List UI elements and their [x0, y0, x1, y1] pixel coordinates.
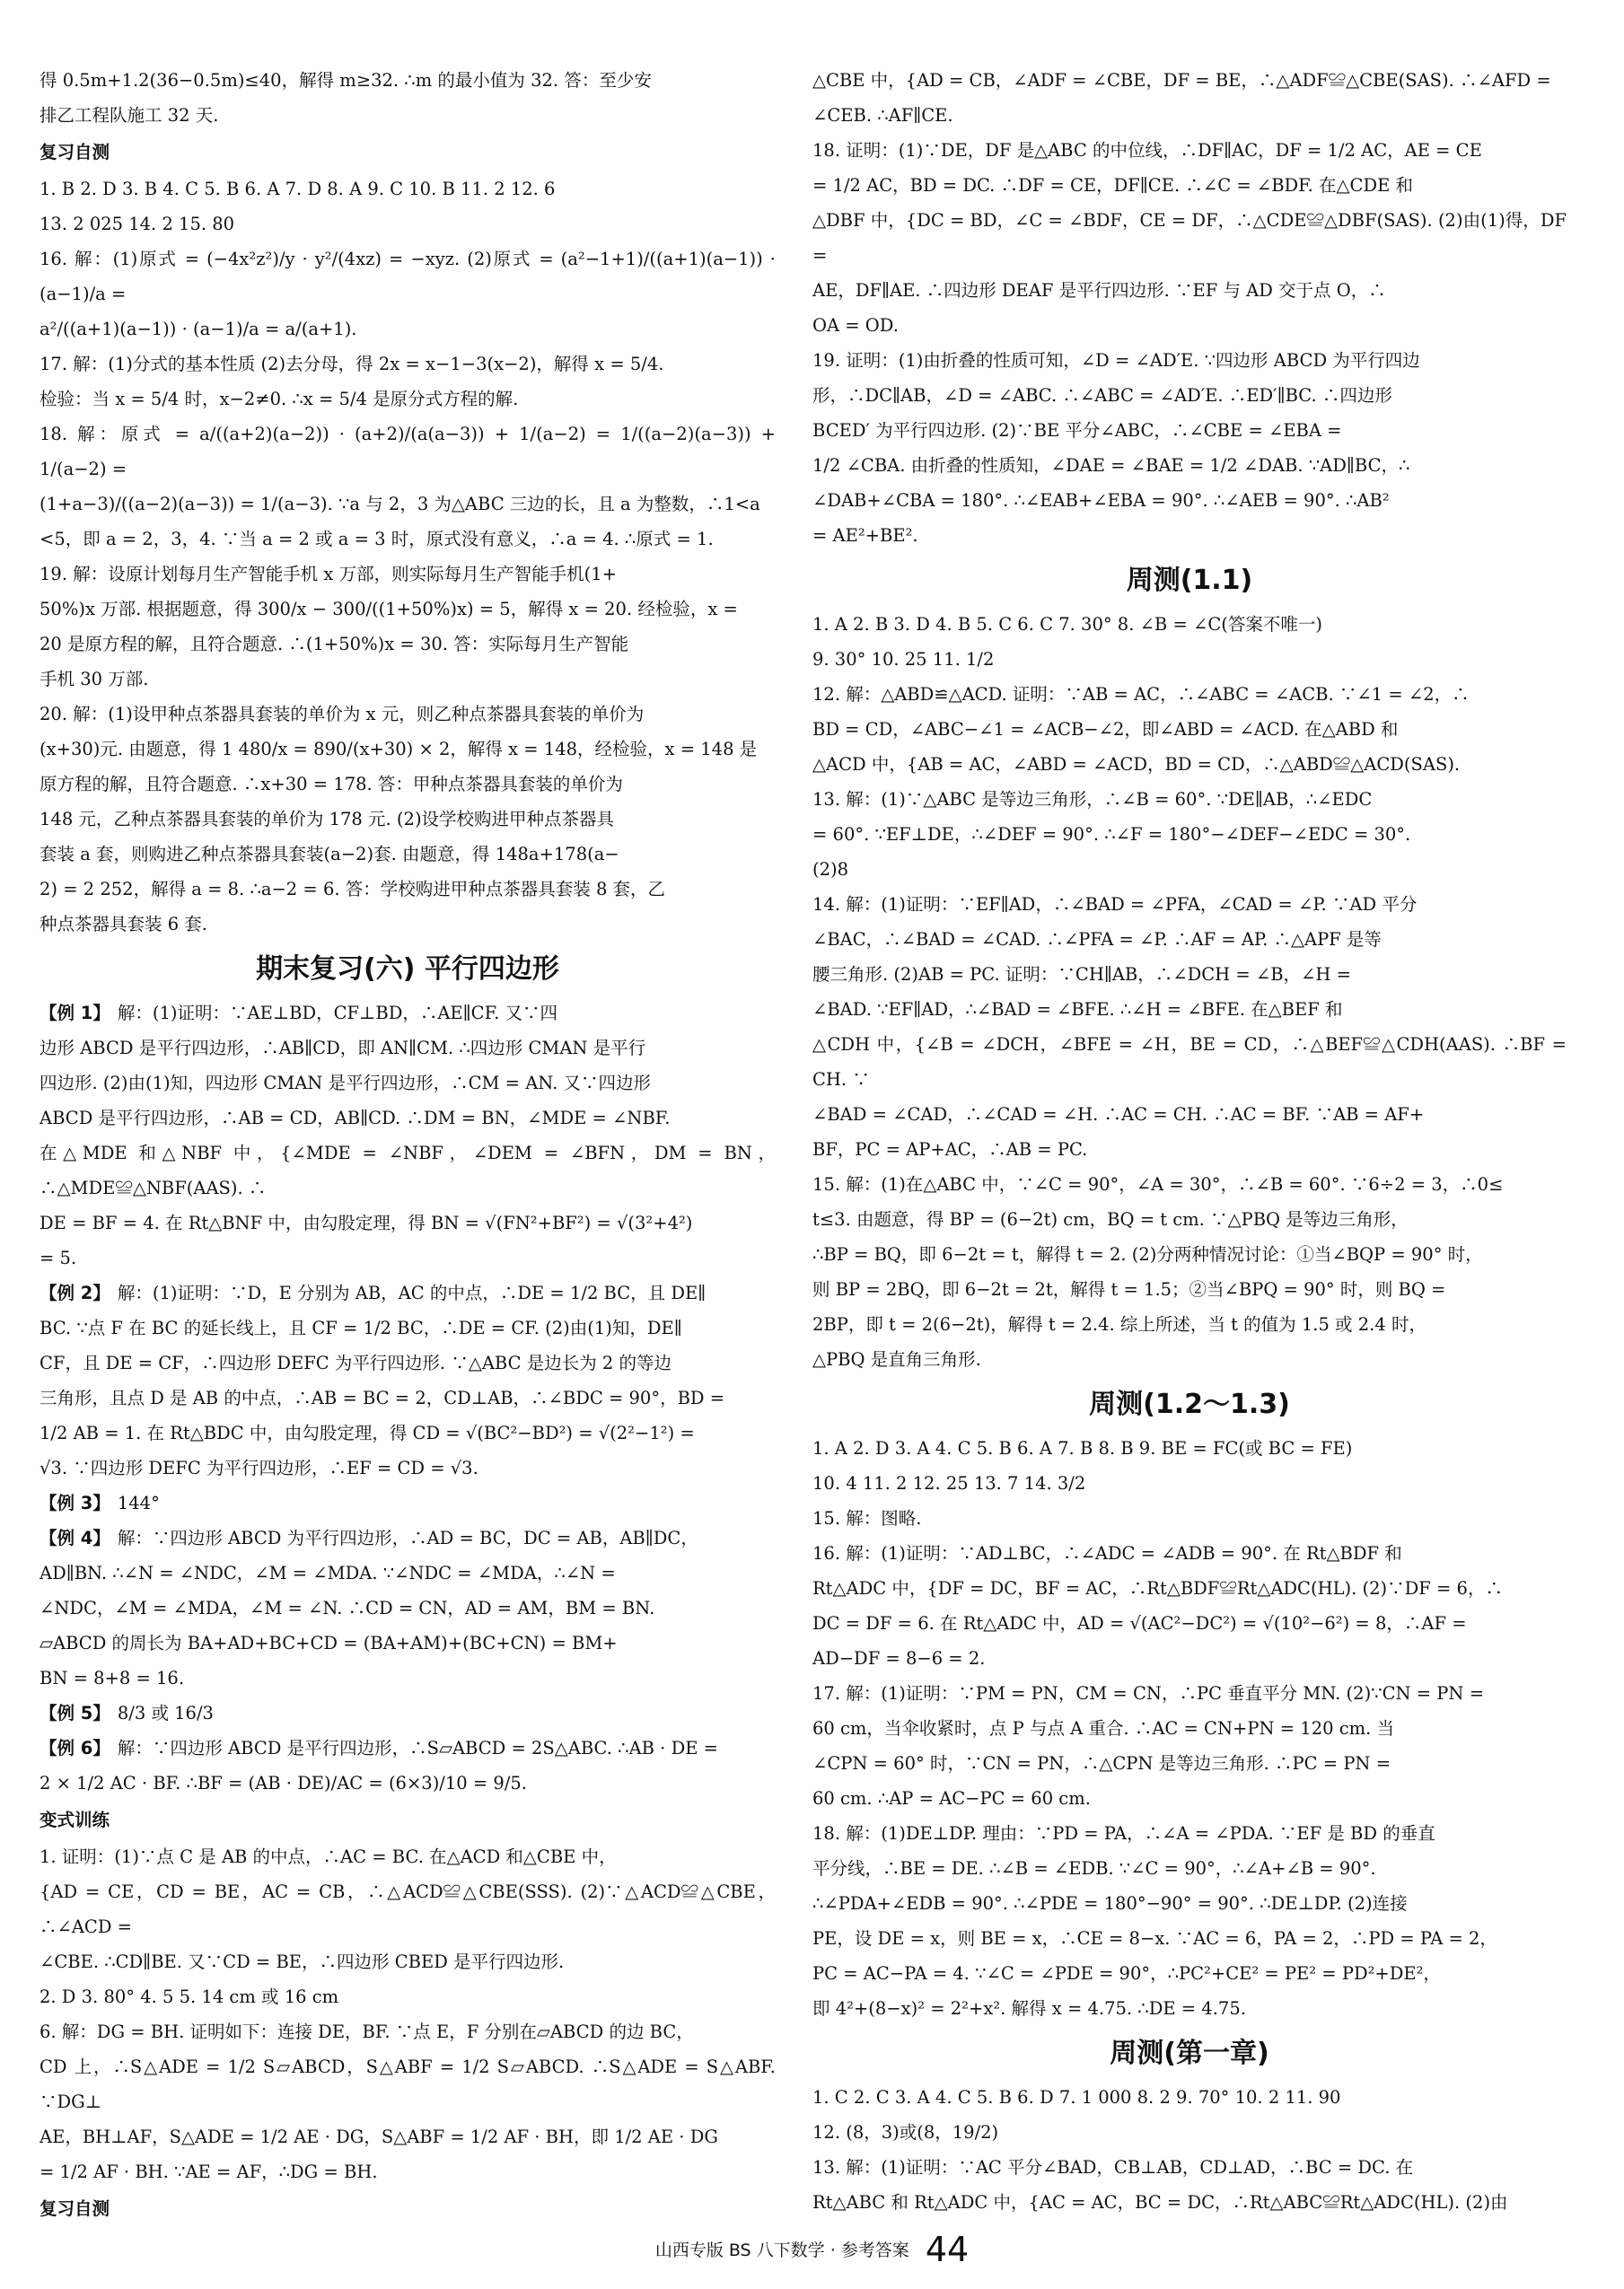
solution-line: <5，即 a = 2，3，4. ∵当 a = 2 或 a = 3 时，原式没有意义，∴a = 4. ∴原式 = 1. [40, 529, 714, 549]
text-line: ∠DAB+∠CBA = 180°. ∴∠EAB+∠EBA = 90°. ∴∠AEB = 90°. ∴AB² [812, 490, 1390, 511]
variant-block [40, 1839, 776, 2189]
example-label: 【例 4】 [40, 1528, 110, 1548]
text-line: AE，BH⊥AF，S△ADE = 1/2 AE · DG，S△ABF = 1/2 AF · BH，即 1/2 AE · DG [40, 2127, 718, 2147]
text-line: 13. 解：(1)证明：∵AC 平分∠BAD，CB⊥AB，CD⊥AD，∴BC = DC. 在 [812, 2157, 1414, 2178]
solution-line: 套装 a 套，则购进乙种点茶器具套装(a−2)套. 由题意，得 148a+178(a− [40, 844, 619, 864]
text-line: = 1/2 AF · BH. ∵AE = AF，∴DG = BH. [40, 2162, 378, 2182]
text-line: Rt△ABC 和 Rt△ADC 中，{AC = AC，BC = DC，∴Rt△ABC≌Rt△ADC(HL). (2)由 [812, 2192, 1508, 2213]
example-line: 2 × 1/2 AC · BF. ∴BF = (AB · DE)/AC = (6×3)/10 = 9/5. [40, 1773, 528, 1793]
text-line: 18. 证明：(1)∵DE，DF 是△ABC 的中位线，∴DF∥AC，DF = 1/2 AC，AE = CE [812, 140, 1482, 161]
example-label: 【例 1】 [40, 1003, 110, 1023]
text-line: = AE²+BE². [812, 525, 918, 546]
answer-line: 13. 2 025 14. 2 15. 80 [40, 214, 235, 234]
example-line: AD∥BN. ∴∠N = ∠NDC，∠M = ∠MDA. ∵∠NDC = ∠MDA，∴∠N = [40, 1563, 616, 1583]
example-line [40, 995, 776, 1030]
text-line: OA = OD. [812, 315, 899, 336]
text-line: 排乙工程队施工 32 天. [40, 105, 219, 126]
solution-line: 原方程的解，且符合题意. ∴x+30 = 178. 答：甲种点茶器具套装的单价为 [40, 774, 623, 794]
examples-block [40, 995, 776, 1801]
text-line: 12. (8，3)或(8，19/2) [812, 2122, 999, 2143]
solution-line: 检验：当 x = 5/4 时，x−2≠0. ∴x = 5/4 是原分式方程的解. [40, 389, 519, 409]
text-line: 12. 解：△ABD≌△ACD. 证明：∵AB = AC，∴∠ABC = ∠ACB. ∵∠1 = ∠2，∴ [812, 684, 1470, 705]
example-line: CF，且 DE = CF，∴四边形 DEFC 为平行四边形. ∵△ABC 是边长为 2 的等边 [40, 1353, 672, 1373]
text-line: CD 上，∴S△ADE = 1/2 S▱ABCD，S△ABF = 1/2 S▱ABCD. ∴S△ADE = S△ABF. ∵DG⊥ [40, 2057, 776, 2112]
solution-line: (x+30)元. 由题意，得 1 480/x = 890/(x+30) × 2，解得 x = 148，经检验，x = 148 是 [40, 739, 758, 759]
chapter-title: 期末复习(六) 平行四边形 [256, 953, 559, 985]
example-line [40, 1731, 776, 1766]
weekly-test-3-block [812, 2080, 1567, 2217]
text-line: {AD = CE，CD = BE，AC = CB，∴△ACD≌△CBE(SSS). (2)∵△ACD≌△CBE，∴∠ACD = [40, 1881, 776, 1937]
text-line: 1. C 2. C 3. A 4. C 5. B 6. D 7. 1 000 8. 2 9. 70° 10. 2 11. 90 [812, 2087, 1341, 2108]
example-line: 四边形. (2)由(1)知，四边形 CMAN 是平行四边形，∴CM = AN. 又∵四边形 [40, 1073, 651, 1093]
text-line: BCED′ 为平行四边形. (2)∵BE 平分∠ABC，∴∠CBE = ∠EBA = [812, 420, 1342, 441]
example-line: BC. ∵点 F 在 BC 的延长线上，且 CF = 1/2 BC，∴DE = CF. (2)由(1)知，DE∥ [40, 1318, 682, 1338]
solution-line: (1+a−3)/((a−2)(a−3)) = 1/(a−3). ∵a 与 2，3 为△ABC 三边的长，且 a 为整数，∴1<a [40, 494, 760, 514]
weekly-test-1-title: 周测(1.1) [1126, 565, 1253, 596]
example-label: 【例 3】 [40, 1493, 110, 1513]
text-line: PC = AC−PA = 4. ∵∠C = ∠PDE = 90°，∴PC²+CE² = PE² = PD²+DE²， [812, 1963, 1441, 1984]
example-line: √3. ∵四边形 DEFC 为平行四边形，∴EF = CD = √3. [40, 1458, 478, 1478]
text-line: 13. 解：(1)∵△ABC 是等边三角形，∴∠B = 60°. ∵DE∥AB，∴∠EDC [812, 789, 1373, 810]
text-line: 2. D 3. 80° 4. 5 5. 14 cm 或 16 cm [40, 1986, 339, 2007]
review-heading-2: 复习自测 [40, 2198, 110, 2217]
text-line: ∠CEB. ∴AF∥CE. [812, 105, 953, 126]
text-line: 2BP，即 t = 2(6−2t)，解得 t = 2.4. 综上所述，当 t 的值为 1.5 或 2.4 时， [812, 1314, 1426, 1335]
example-text: 解：(1)证明：∵D，E 分别为 AB，AC 的中点，∴DE = 1/2 BC，且 DE∥ [117, 1283, 707, 1303]
text-line: 平分线，∴BE = DE. ∴∠B = ∠EDB. ∵∠C = 90°，∴∠A+∠B = 90°. [812, 1858, 1376, 1879]
solution-line: 148 元，乙种点茶器具套装的单价为 178 元. (2)设学校购进甲种点茶器具 [40, 809, 615, 829]
example-line: ▱ABCD 的周长为 BA+AD+BC+CD = (BA+AM)+(BC+CN) = BM+ [40, 1633, 618, 1653]
weekly-test-2-block [812, 1431, 1567, 2026]
solution-line: 18. 解：原式 = a/((a+2)(a−2)) · (a+2)/(a(a−3)) + 1/(a−2) = 1/((a−2)(a−3)) + 1/(a−2) = [40, 424, 776, 479]
text-line: = 1/2 AC，BD = DC. ∴DF = CE，DF∥CE. ∴∠C = ∠BDF. 在△CDE 和 [812, 175, 1414, 196]
text-line: △PBQ 是直角三角形. [812, 1349, 981, 1370]
solution-line: 20. 解：(1)设甲种点茶器具套装的单价为 x 元，则乙种点茶器具套装的单价为 [40, 704, 645, 724]
example-line: ABCD 是平行四边形，∴AB = CD，AB∥CD. ∴DM = BN，∠MDE = ∠NBF. [40, 1108, 671, 1128]
text-line: ∴∠PDA+∠EDB = 90°. ∴∠PDE = 180°−90° = 90°. ∴DE⊥DP. (2)连接 [812, 1893, 1408, 1914]
text-line: 即 4²+(8−x)² = 2²+x². 解得 x = 4.75. ∴DE = 4.75. [812, 1998, 1246, 2019]
text-line: 10. 4 11. 2 12. 25 13. 7 14. 3/2 [812, 1473, 1086, 1494]
text-line: ∠CBE. ∴CD∥BE. 又∵CD = BE，∴四边形 CBED 是平行四边形. [40, 1951, 565, 1972]
weekly-test-1-block [812, 607, 1567, 1377]
text-line: = 60°. ∵EF⊥DE，∴∠DEF = 90°. ∴∠F = 180°−∠DEF−∠EDC = 30°. [812, 824, 1411, 845]
solution-line: 种点茶器具套装 6 套. [40, 914, 208, 934]
text-line: ∠BAD = ∠CAD，∴∠CAD = ∠H. ∴AC = CH. ∴AC = BF. ∵AB = AF+ [812, 1104, 1425, 1125]
text-line: BD = CD，∠ABC−∠1 = ∠ACB−∠2，即∠ABD = ∠ACD. 在△ABD 和 [812, 719, 1399, 740]
answer-line: 1. B 2. D 3. B 4. C 5. B 6. A 7. D 8. A 9. C 10. B 11. 2 12. 6 [40, 179, 556, 199]
weekly-test-2-title: 周测(1.2～1.3) [1089, 1389, 1290, 1420]
text-line: 60 cm. ∴AP = AC−PC = 60 cm. [812, 1788, 1091, 1809]
example-text: 144° [117, 1493, 160, 1513]
example-text: 解：∵四边形 ABCD 是平行四边形，∴S▱ABCD = 2S△ABC. ∴AB · DE = [117, 1738, 718, 1758]
example-line: ∠NDC，∠M = ∠MDA，∠M = ∠N. ∴CD = CN，AD = AM，BM = BN. [40, 1598, 655, 1618]
text-line: 1. A 2. D 3. A 4. C 5. B 6. A 7. B 8. B 9. BE = FC(或 BC = FE) [812, 1438, 1353, 1459]
right-column [812, 63, 1567, 2217]
example-line: 1/2 AB = 1. 在 Rt△BDC 中，由勾股定理，得 CD = √(BC²−BD²) = √(2²−1²) = [40, 1423, 695, 1443]
solution-line: 2) = 2 252，解得 a = 8. ∴a−2 = 6. 答：学校购进甲种点茶器具套装 8 套，乙 [40, 879, 666, 899]
text-line: 形，∴DC∥AB，∠D = ∠ABC. ∴∠ABC = ∠AD′E. ∴ED′∥BC. ∴四边形 [812, 385, 1392, 406]
left-column [40, 63, 776, 2217]
text-line: 16. 解：(1)证明：∵AD⊥BC，∴∠ADC = ∠ADB = 90°. 在 Rt△BDF 和 [812, 1543, 1402, 1564]
example-text: 8/3 或 16/3 [117, 1703, 214, 1723]
text-line: 15. 解：图略. [812, 1508, 922, 1529]
text-line: △CBE 中，{AD = CB，∠ADF = ∠CBE，DF = BE，∴△ADF≌△CBE(SAS). ∴∠AFD = [812, 70, 1551, 91]
solution-line: 50%)x 万部. 根据题意，得 300/x − 300/((1+50%)x) = 5，解得 x = 20. 经检验，x = [40, 599, 738, 619]
solution-line: a²/((a+1)(a−1)) · (a−1)/a = a/(a+1). [40, 319, 357, 339]
page-footer [0, 2230, 1624, 2269]
text-line: AE，DF∥AE. ∴四边形 DEAF 是平行四边形. ∵EF 与 AD 交于点 O，∴ [812, 280, 1386, 301]
example-line: 边形 ABCD 是平行四边形，∴AB∥CD，即 AN∥CM. ∴四边形 CMAN 是平行 [40, 1038, 646, 1058]
text-line: △DBF 中，{DC = BD，∠C = ∠BDF，CE = DF，∴△CDE≌△DBF(SAS). (2)由(1)得，DF = [812, 210, 1567, 266]
text-line: BF，PC = AP+AC，∴AB = PC. [812, 1139, 1088, 1160]
solution-line: 20 是原方程的解，且符合题意. ∴(1+50%)x = 30. 答：实际每月生产智能 [40, 634, 629, 654]
text-line: (2)8 [812, 859, 849, 880]
text-line: DC = DF = 6. 在 Rt△ADC 中，AD = √(AC²−DC²) = √(10²−6²) = 8，∴AF = [812, 1613, 1467, 1634]
solution-line: 手机 30 万部. [40, 669, 149, 689]
review-answers-1 [40, 171, 776, 241]
example-line [40, 1486, 776, 1521]
text-line: 1/2 ∠CBA. 由折叠的性质知，∠DAE = ∠BAE = 1/2 ∠DAB. ∵AD∥BC，∴ [812, 455, 1410, 476]
text-line: 60 cm，当伞收紧时，点 P 与点 A 重合. ∴AC = CN+PN = 120 cm. 当 [812, 1718, 1395, 1739]
example-line: 三角形，且点 D 是 AB 的中点，∴AB = BC = 2，CD⊥AB，∴∠BDC = 90°，BD = [40, 1388, 725, 1408]
text-line: t≤3. 由题意，得 BP = (6−2t) cm，BQ = t cm. ∵△PBQ 是等边三角形， [812, 1209, 1409, 1230]
example-label: 【例 2】 [40, 1283, 110, 1303]
text-line: △ACD 中，{AB = AC，∠ABD = ∠ACD，BD = CD，∴△ABD≌△ACD(SAS). [812, 754, 1461, 775]
solution-line: 19. 解：设原计划每月生产智能手机 x 万部，则实际每月生产智能手机(1+ [40, 564, 617, 584]
continuation-block [812, 63, 1567, 553]
example-line: DE = BF = 4. 在 Rt△BNF 中，由勾股定理，得 BN = √(FN²+BF²) = √(3²+4²) [40, 1213, 693, 1233]
footer-text: 山西专版 BS 八下数学 · 参考答案 [654, 2241, 909, 2260]
text-line: PE，设 DE = x，则 BE = x，∴CE = 8−x. ∵AC = 6，PA = 2，∴PD = PA = 2， [812, 1928, 1497, 1949]
weekly-test-3-title: 周测(第一章) [1110, 2038, 1269, 2069]
example-line: 在△MDE 和△NBF 中，{∠MDE = ∠NBF，∠DEM = ∠BFN，DM = BN，∴△MDE≌△NBF(AAS). ∴ [40, 1143, 776, 1198]
text-line: 9. 30° 10. 25 11. 1/2 [812, 649, 995, 670]
text-line: 腰三角形. (2)AB = PC. 证明：∵CH∥AB，∴∠DCH = ∠B，∠H = [812, 964, 1351, 985]
text-line: 则 BP = 2BQ，即 6−2t = 2t，解得 t = 1.5；②当∠BPQ = 90° 时，则 BQ = [812, 1279, 1446, 1300]
example-line [40, 1696, 776, 1731]
text-line: 得 0.5m+1.2(36−0.5m)≤40，解得 m≥32. ∴m 的最小值为 32. 答：至少安 [40, 70, 652, 91]
example-text: 解：∵四边形 ABCD 为平行四边形，∴AD = BC，DC = AB，AB∥DC， [117, 1528, 698, 1548]
example-line: BN = 8+8 = 16. [40, 1668, 185, 1688]
solution-line: 17. 解：(1)分式的基本性质 (2)去分母，得 2x = x−1−3(x−2)，解得 x = 5/4. [40, 354, 664, 374]
text-line: Rt△ADC 中，{DF = DC，BF = AC，∴Rt△BDF≌Rt△ADC(HL). (2)∵DF = 6，∴ [812, 1578, 1503, 1599]
review-heading-1: 复习自测 [40, 142, 110, 162]
text-line: 19. 证明：(1)由折叠的性质可知，∠D = ∠AD′E. ∵四边形 ABCD 为平行四边 [812, 350, 1420, 371]
variant-heading: 变式训练 [40, 1810, 110, 1830]
review-solutions-1 [40, 241, 776, 942]
text-line: AD−DF = 8−6 = 2. [812, 1648, 986, 1669]
text-line: △CDH 中，{∠B = ∠DCH，∠BFE = ∠H，BE = CD，∴△BEF≌△CDH(AAS). ∴BF = CH. ∵ [812, 1034, 1567, 1090]
text-line: ∴BP = BQ，即 6−2t = t，解得 t = 2. (2)分两种情况讨论：①当∠BQP = 90° 时， [812, 1244, 1483, 1265]
intro-block [40, 63, 776, 133]
example-line: = 5. [40, 1248, 77, 1268]
text-line: 1. 证明：(1)∵点 C 是 AB 的中点，∴AC = BC. 在△ACD 和△CBE 中， [40, 1846, 617, 1867]
text-line: 17. 解：(1)证明：∵PM = PN，CM = CN，∴PC 垂直平分 MN. (2)∵CN = PN = [812, 1683, 1485, 1704]
text-line: 15. 解：(1)在△ABC 中，∵∠C = 90°，∠A = 30°，∴∠B = 60°. ∵6÷2 = 3，∴0≤ [812, 1174, 1504, 1195]
example-label: 【例 5】 [40, 1703, 110, 1723]
text-line: 14. 解：(1)证明：∵EF∥AD，∴∠BAD = ∠PFA，∠CAD = ∠P. ∵AD 平分 [812, 894, 1418, 915]
example-label: 【例 6】 [40, 1738, 110, 1758]
text-line: 6. 解：DG = BH. 证明如下：连接 DE，BF. ∵点 E，F 分别在▱ABCD 的边 BC， [40, 2022, 694, 2042]
example-line [40, 1276, 776, 1311]
text-line: 1. A 2. B 3. D 4. B 5. C 6. C 7. 30° 8. ∠B = ∠C(答案不唯一) [812, 614, 1322, 635]
page-number: 44 [925, 2230, 970, 2269]
text-line: ∠CPN = 60° 时，∵CN = PN，∴△CPN 是等边三角形. ∴PC = PN = [812, 1753, 1391, 1774]
text-line: ∠BAD. ∵EF∥AD，∴∠BAD = ∠BFE. ∴∠H = ∠BFE. 在△BEF 和 [812, 999, 1343, 1020]
example-line [40, 1521, 776, 1556]
solution-line: 16. 解：(1)原式 = (−4x²z²)/y · y²/(4xz) = −xyz. (2)原式 = (a²−1+1)/((a+1)(a−1)) · (a−1)/a = [40, 249, 776, 304]
text-line: ∠BAC，∴∠BAD = ∠CAD. ∴∠PFA = ∠P. ∴AF = AP. ∴△APF 是等 [812, 929, 1382, 950]
example-text: 解：(1)证明：∵AE⊥BD，CF⊥BD，∴AE∥CF. 又∵四 [117, 1003, 557, 1023]
text-line: 18. 解：(1)DE⊥DP. 理由：∵PD = PA，∴∠A = ∠PDA. ∵EF 是 BD 的垂直 [812, 1823, 1435, 1844]
